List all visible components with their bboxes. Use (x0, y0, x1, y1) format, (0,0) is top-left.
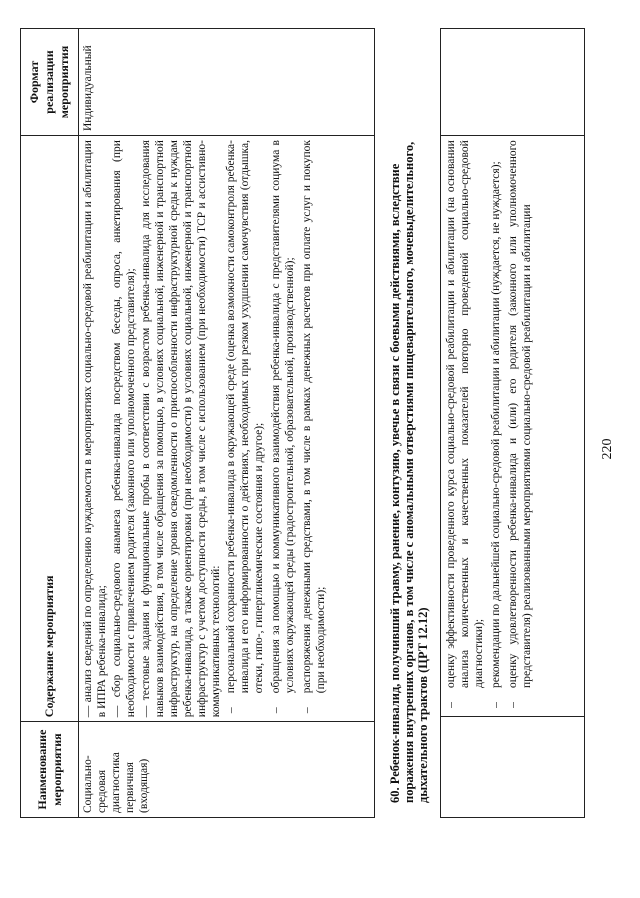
dash-marker: – (225, 707, 238, 714)
list-item-text: персональной сохранности ребенка-инвалида в окружающей среде (оценка возможности самоконтроля ребенка-инвалида и его информированности о действиях, необходимых при резком ухудшении самочувствия (отдышка, отеки, гипо-, гипергликемические состояния и другое); (225, 140, 266, 694)
list-item (489, 140, 503, 712)
column-header-name: Наименование мероприятия (21, 722, 79, 818)
list-item-text: распоряжения денежными средствами, в том числе в рамках денежных расчетов при оплате услуг и покупок (при необходимости); (301, 140, 328, 694)
activity-content-cell (79, 136, 375, 722)
continued-table (440, 28, 585, 818)
table-cell-content (441, 136, 585, 717)
main-table (20, 28, 375, 818)
dash-marker: – (490, 702, 502, 708)
table-header-row (21, 29, 79, 818)
page-number: 220 (600, 438, 615, 460)
column-header-format: Формат реализации мероприятия (21, 29, 79, 136)
dash-marker: – (270, 707, 283, 714)
content-paragraph: — тестовые задания и функциональные пробы в соответствии с возрастом ребенка-инвалида для исследования навыков взаимодействия, в том числе обращения за помощью, в условиях социальной, инженерной и транспортной инфраструктур, на определение уровня осведомленности о приспособленности инфраструктурной среды к нуждам ребенка-инвалида, а также ориентировки (при необходимости) в условиях социальной, инженерной и транспортной инфраструктур с учетом доступности среды, в том числе с использованием (при необходимости) ТСР и ассистивно-коммуникативных технологий: (140, 140, 223, 718)
list-item (269, 140, 297, 717)
content-paragraph: — сбор социально-средового анамнеза ребенка-инвалида посредством беседы, опроса, анкетирования (при необходимости с привлечением родителя (законного или уполномоченного представителя); (111, 140, 138, 718)
list-item-text: рекомендации по дальнейшей социально-средовой реабилитации и абилитации (нуждается, не нуждается); (490, 161, 502, 688)
list-item-text: оценку удовлетворенности ребенка-инвалида и (или) его родителя (законного или уполномоченного представителя) реализованными мероприятиями социально-средовой реабилитации и абилитации (507, 140, 533, 688)
section-heading: 60. Ребенок-инвалид, получивший травму, ранение, контузию, увечье в связи с боевыми действиями, вследствие поражения внутренних органов, в том числе с аномальными отверстиями пищеварительного, мочевыделительного, дыхательного трактов (ЦРТ 12.12) (388, 141, 430, 803)
list-item (224, 140, 266, 717)
table-cell-empty (441, 29, 585, 136)
table-row (441, 29, 585, 818)
activity-format-cell: Индивидуальный (79, 29, 375, 136)
table-cell-empty (441, 716, 585, 817)
dash-marker: – (507, 702, 519, 708)
activity-name-cell: Социально-средовая диагностика первичная (входящая) (79, 722, 375, 818)
list-item-text: оценку эффективности проведенного курса социально-средовой реабилитации и абилитации (на основании анализа количественных и качественных показателей повторно проведенной социально-средовой диагностики); (445, 140, 485, 688)
list-item (444, 140, 486, 712)
table-row (79, 29, 375, 818)
list-item-text: обращения за помощью и коммуникативного взаимодействия ребенка-инвалида с представителями социума в условиях окружающей среды (градостроительной, образовательной, производственной); (270, 140, 297, 694)
dash-marker: – (445, 702, 457, 708)
list-item (506, 140, 534, 712)
column-header-content: Содержание мероприятия (21, 136, 79, 722)
dash-marker: – (301, 707, 314, 714)
list-item (300, 140, 328, 717)
content-paragraph: — анализ сведений по определению нуждаемости в мероприятиях социально-средовой реабилитации и абилитации в ИПРА ребенка-инвалида; (82, 140, 109, 718)
